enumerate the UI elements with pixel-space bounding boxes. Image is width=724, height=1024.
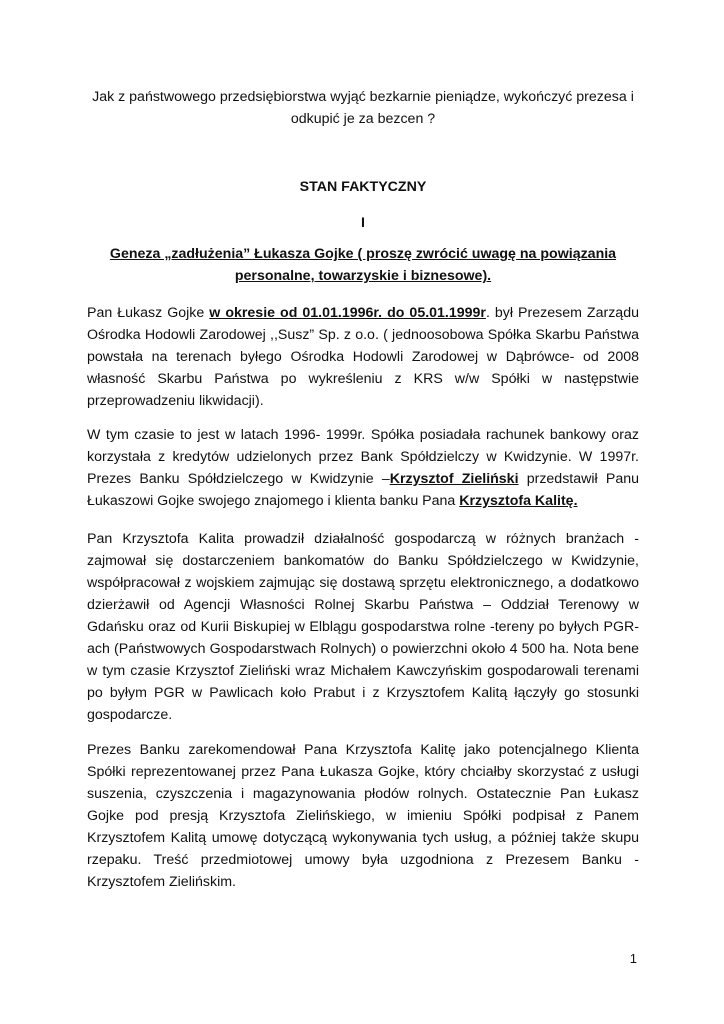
section-number: I <box>361 215 365 231</box>
name-krzysztof-zielinski: Krzysztof Zieliński <box>389 471 519 487</box>
page-number: 1 <box>629 951 637 966</box>
paragraph-2 <box>87 424 639 512</box>
paragraph-4: Prezes Banku zarekomendował Pana Krzysztofa Kalitę jako potencjalnego Klienta Spółki reprezentowanej przez Pana Łukasza Gojke, który chciałby skorzystać z usługi suszenia, czyszczenia i magazynowania płodów rolnych. Ostatecznie Pan Łukasz Gojke pod presją Krzysztofa Zielińskiego, w imieniu Spółki podpisał z Panem Krzysztofem Kalitą umowę dotyczącą wykonywania tych usług, a później także skupu rzepaku. Treść przedmiotowej umowy była uzgodniona z Prezesem Banku - Krzysztofem Zielińskim. <box>87 742 639 890</box>
name-krzysztof-kalita: Krzysztofa Kalitę. <box>459 493 578 509</box>
paragraph-1-text-a: Pan Łukasz Gojke <box>87 305 210 321</box>
section-heading: STAN FAKTYCZNY <box>299 179 427 195</box>
document-title: Jak z państwowego przedsiębiorstwa wyjąć bezkarnie pieniądze, wykończyć prezesa i odkupić je za bezcen ? <box>92 89 634 127</box>
paragraph-2-text-a: W tym czasie to jest w latach 1996- 1999r. Spółka posiadała rachunek bankowy oraz korzystała z kredytów udzielonych przez Bank Spółdzielczy w Kwidzynie. W 1997r. Prezes Banku Spółdzielczego w Kwidzynie – <box>87 427 639 487</box>
paragraph-1 <box>87 302 639 412</box>
paragraph-3: Pan Krzysztofa Kalita prowadził działalność gospodarczą w różnych branżach - zajmował się dostarczeniem bankomatów do Banku Spółdzielczego w Kwidzynie, współpracował z wojskiem zajmując się dostawą sprzętu elektronicznego, a dodatkowo dzierżawił od Agencji Własności Rolnej Skarbu Państwa – Oddział Terenowy w Gdańsku oraz od Kurii Biskupiej w Elblągu gospodarstwa rolne -tereny po byłych PGR-ach (Państwowych Gospodarstwach Rolnych) o powierzchni około 4 500 ha. Nota bene w tym czasie Krzysztof Zieliński wraz Michałem Kawczyńskim gospodarowali terenami po byłym PGR w Pawlicach koło Prabut i z Krzysztofem Kalitą łączyły go stosunki gospodarcze. <box>87 531 639 723</box>
paragraph-1-text-c: . był Prezesem Zarządu Ośrodka Hodowli Zarodowej ,,Susz” Sp. z o.o. ( jednoosobowa Spółka Skarbu Państwa powstała na terenach byłego Ośrodka Hodowli Zarodowej w Dąbrówce- od 2008 własność Skarbu Państwa po wykreśleniu z KRS w/w Spółki w następstwie przeprowadzeniu likwidacji). <box>87 305 639 409</box>
period-dates: w okresie od 01.01.1996r. do 05.01.1999r <box>209 305 486 321</box>
subsection-heading: Geneza „zadłużenia” Łukasza Gojke ( proszę zwrócić uwagę na powiązania personalne, towarzyskie i biznesowe). <box>109 246 617 284</box>
paragraph-2-text-c: przedstawił Panu Łukaszowi Gojke swojego znajomego i klienta banku Pana <box>87 471 639 509</box>
